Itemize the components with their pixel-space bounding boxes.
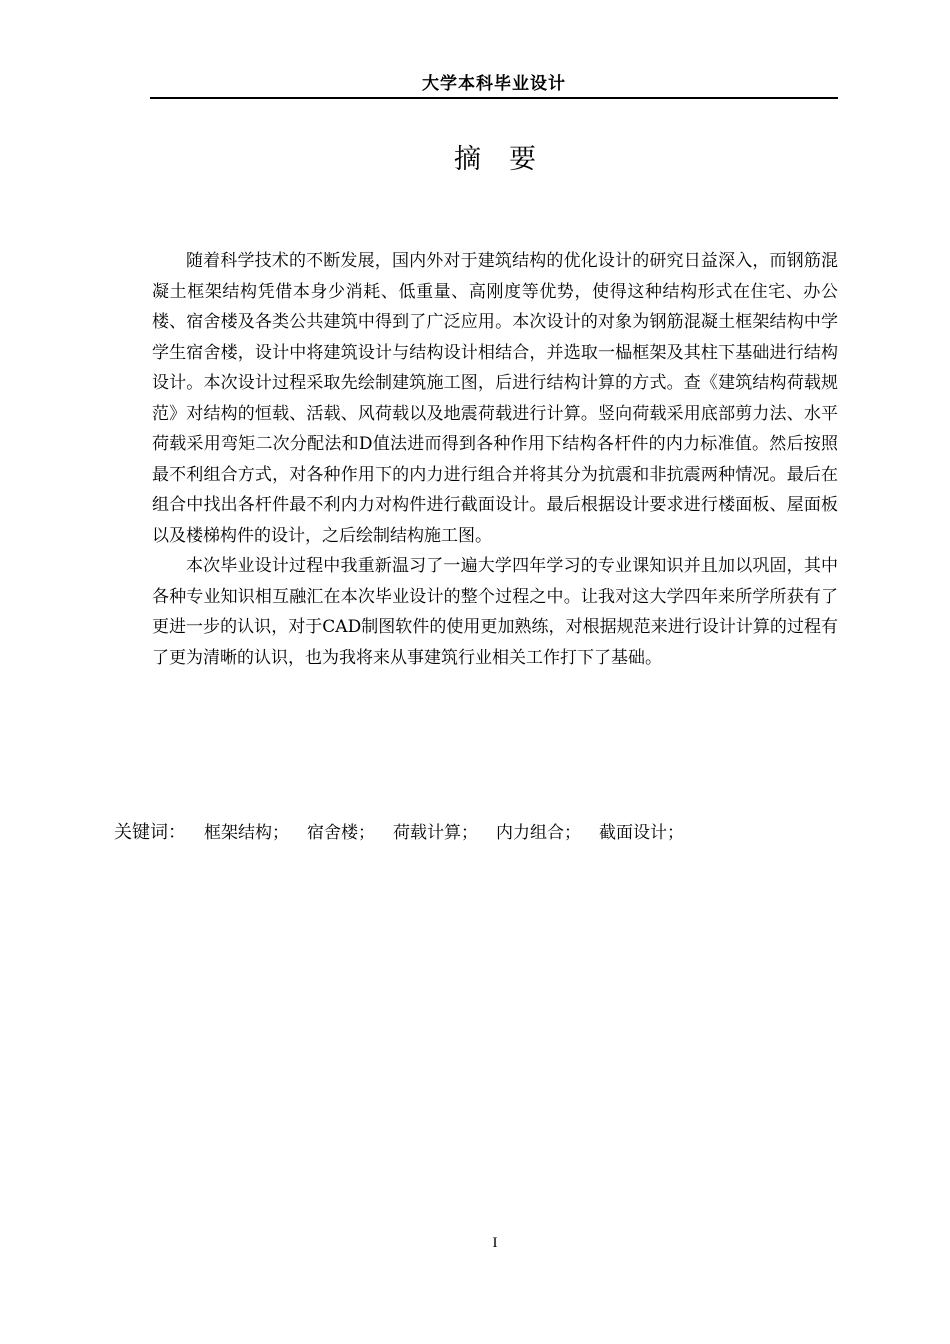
keywords-label: 关键词：: [114, 822, 186, 843]
header-divider: [150, 97, 838, 99]
keyword-item: 截面设计；: [599, 823, 684, 843]
abstract-body: [152, 246, 838, 673]
abstract-heading-char-2: 要: [509, 144, 536, 175]
page-header-title: 大学本科毕业设计: [422, 74, 566, 94]
keyword-item: 荷载计算；: [393, 823, 478, 843]
abstract-paragraph-2: 本次毕业设计过程中我重新温习了一遍大学四年学习的专业课知识并且加以巩固，其中各种专业知识相互融汇在本次毕业设计的整个过程之中。让我对这大学四年来所学所获有了更进一步的认识，对于CAD制图软件的使用更加熟练，对根据规范来进行设计计算的过程有了更为清晰的认识，也为我将来从事建筑行业相关工作打下了基础。: [152, 556, 838, 668]
keyword-item: 内力组合；: [496, 823, 581, 843]
page-number: I: [492, 1235, 498, 1251]
keywords-line: [114, 818, 702, 848]
abstract-paragraph-1: 随着科学技术的不断发展，国内外对于建筑结构的优化设计的研究日益深入，而钢筋混凝土框架结构凭借本身少消耗、低重量、高刚度等优势，使得这种结构形式在住宅、办公楼、宿舍楼及各类公共建筑中得到了广泛应用。本次设计的对象为钢筋混凝土框架结构中学学生宿舍楼，设计中将建筑设计与结构设计相结合，并选取一榀框架及其柱下基础进行结构设计。本次设计过程采取先绘制建筑施工图，后进行结构计算的方式。查《建筑结构荷载规范》对结构的恒载、活载、风荷载以及地震荷载进行计算。竖向荷载采用底部剪力法、水平荷载采用弯矩二次分配法和D值法进而得到各种作用下结构各杆件的内力标准值。然后按照最不利组合方式，对各种作用下的内力进行组合并将其分为抗震和非抗震两种情况。最后在组合中找出各杆件最不利内力对构件进行截面设计。最后根据设计要求进行楼面板、屋面板以及楼梯构件的设计，之后绘制结构施工图。: [152, 251, 838, 546]
abstract-heading: [0, 142, 950, 178]
abstract-heading-char-1: 摘: [454, 144, 481, 175]
keyword-item: 宿舍楼；: [307, 823, 375, 843]
keyword-item: 框架结构；: [204, 823, 289, 843]
